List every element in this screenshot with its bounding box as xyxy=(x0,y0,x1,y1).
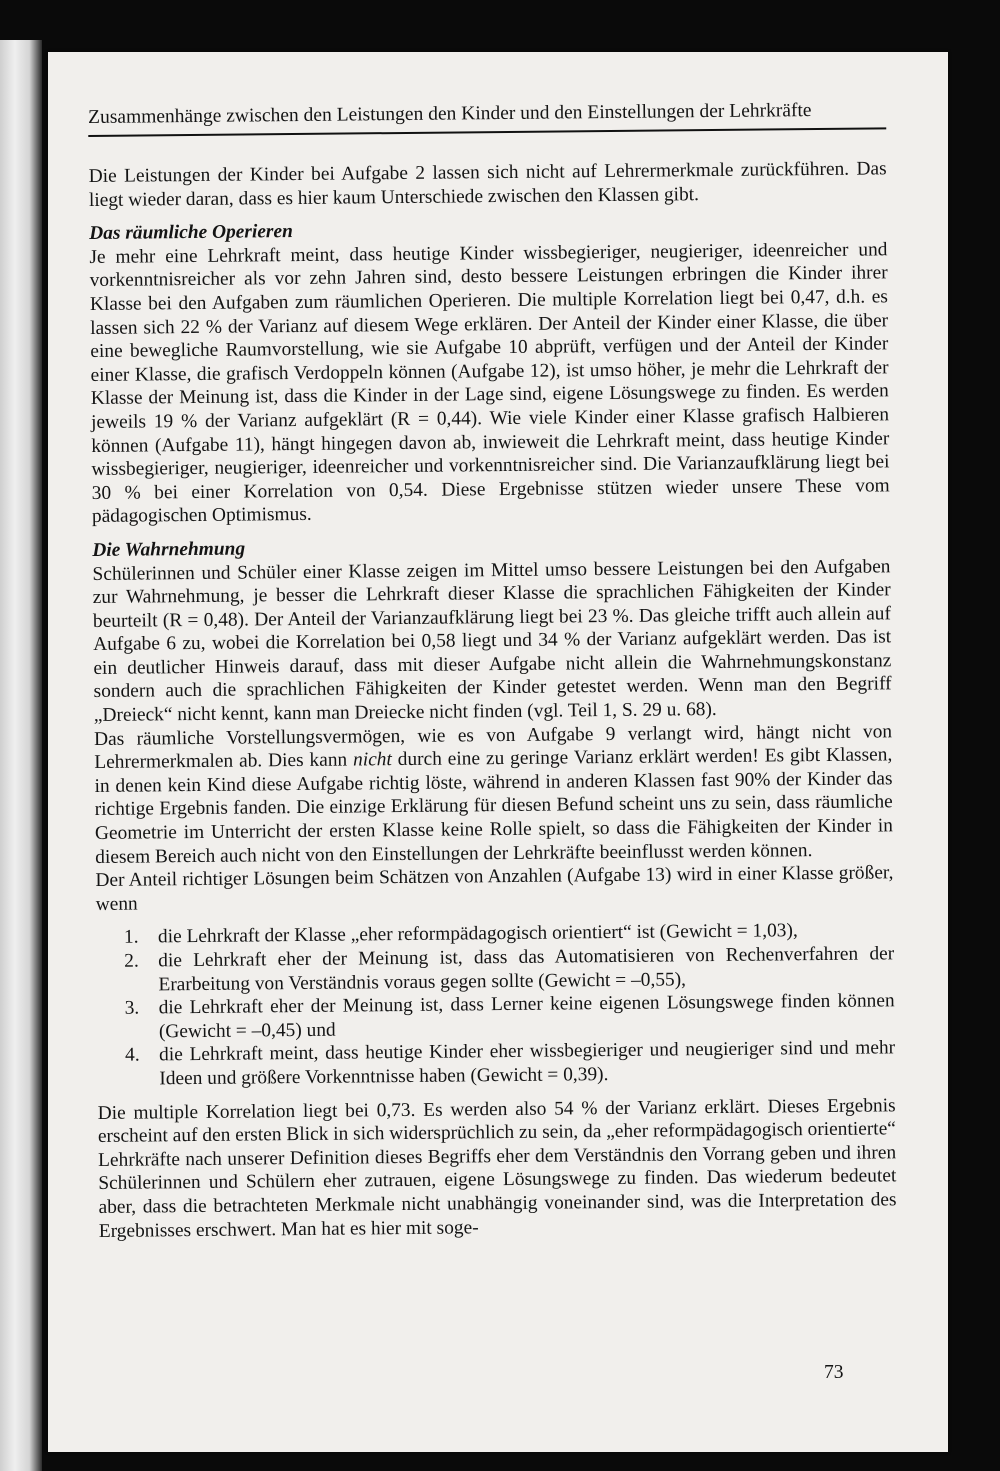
list-number: 4. xyxy=(125,1044,140,1067)
paragraph-final: Die multiple Korrelation liegt bei 0,73. Es werden also 54 % der Varianz erklärt. Dieses Ergebnis erscheint auf den ersten Blick in sich widersprüchlich zu sein, da „eher reformpädagogisch orientierte“ Lehrkräfte nach unserer Definition dieses Begriffs eher dem Verständnis den Vorrang geben und ihren Schülerinnen und Schülern eher zutrauen, eigene Lösungswege zu finden. Das wiederum bedeutet aber, dass die betrachteten Merkmale nicht unabhängig voneinander sind, was die Interpretation des Ergebnisses erschwert. Man hat es hier mit soge- xyxy=(97,1094,897,1242)
paragraph-raumvorstellung xyxy=(94,720,893,869)
book-spine xyxy=(0,40,42,1471)
list-item-text: die Lehrkraft der Klasse „eher reformpädagogisch orientiert“ ist (Gewicht = 1,03), xyxy=(157,920,798,948)
list-number: 3. xyxy=(124,997,140,1019)
list-number: 1. xyxy=(123,926,139,949)
list-item xyxy=(97,989,895,1044)
heading-wahrnehmung: Die Wahrnehmung xyxy=(92,538,246,561)
page-number: 73 xyxy=(824,1362,844,1383)
conditions-list xyxy=(96,919,896,1092)
list-item-text: die Lehrkraft meint, dass heutige Kinder eher wissbegieriger und neugieriger sind und mehr Ideen und größere Vorkenntnisse haben (Gewicht = 0,39). xyxy=(159,1037,896,1090)
list-item xyxy=(96,942,894,997)
list-item-text: die Lehrkraft eher der Meinung ist, dass das Automatisieren von Rechenverfahren der Erarbeitung von Verständnis voraus gegen sollte (Gewicht = –0,55), xyxy=(158,943,895,995)
paragraph-wahrnehmung: Schülerinnen und Schüler einer Klasse zeigen im Mittel umso bessere Leistungen bei den Aufgaben zur Wahrnehmung, je besser die Lehrkraft dieser Klasse die sprachlichen Fähigkeiten der Kinder beurteilt (R = 0,48). Der Anteil der Varianzaufklärung liegt bei 23 %. Das gleiche trifft auch allein auf Aufgabe 6 zu, wobei die Korrelation bei 0,58 liegt und 34 % der Varianz aufgeklärt werden. Das ist ein deutlicher Hinweis darauf, dass mit dieser Aufgabe nicht allein die Wahrnehmungskonstanz sondern auch die sprachlichen Fähigkeiten der Kinder getestet werden. Wenn man den Begriff „Dreieck“ nicht kennt, kann man Dreiecke nicht finden (vgl. Teil 1, S. 29 u. 68). xyxy=(92,555,892,727)
list-item-text: die Lehrkraft eher der Meinung ist, dass Lerner keine eigenen Lösungswege finden können (Gewicht = –0,45) und xyxy=(158,990,895,1043)
page-content xyxy=(88,98,897,1243)
list-number: 2. xyxy=(124,950,139,972)
emphasis-nicht: nicht xyxy=(352,749,392,771)
paragraph-intro: Die Leistungen der Kinder bei Aufgabe 2 lassen sich nicht auf Lehrermerkmale zurückführen. Das liegt wieder daran, dass es hier kaum Unterschiede zwischen den Klassen gibt. xyxy=(88,158,887,211)
text-segment: durch eine zu geringe Varianz erklärt werden! Es gibt Klassen, in denen kein Kind diese Aufgabe richtig löste, während in anderen Klassen fast 90% der Kinder das richtige Ergebnis fanden. Die einzige Erklärung für diesen Befund scheint uns zu sein, dass räumliche Geometrie im Unterricht der ersten Klasse keine Rolle spielt, so dass die Fähigkeiten der Kinder in diesem Bereich auch nicht von den Einstellungen der Lehrkräfte beeinflusst werden können. xyxy=(94,744,894,868)
paragraph-raeumliche-operieren: Je mehr eine Lehrkraft meint, dass heutige Kinder wissbegieriger, neugieriger, ideenreicher und vorkenntnisreicher als vor zehn Jahren sind, desto bessere Leistungen erbringen die Kinder ihrer Klasse bei den Aufgaben zum räumlichen Operieren. Die multiple Korrelation liegt bei 0,47, d.h. es lassen sich 22 % der Varianz auf diesem Wege erklären. Der Anteil der Kinder einer Klasse, die über eine bewegliche Raumvorstellung, wie sie Aufgabe 10 abprüft, verfügen und der Anteil der Kinder einer Klasse, die grafisch Verdoppeln können (Aufgabe 12), ist umso höher, je mehr die Lehrkraft der Klasse der Meinung ist, dass die Kinder in der Lage sind, eigene Lösungswege zu finden. Es werden jeweils 19 % der Varianz aufgeklärt (R = 0,44). Wie viele Kinder einer Klasse grafisch Halbieren können (Aufgabe 11), hängt hingegen davon ab, inwieweit die Lehrkraft meint, dass heutige Kinder wissbegieriger, neugieriger, ideenreicher und vorkenntnisreicher sind. Die Varianzaufklärung liegt bei 30 % bei einer Korrelation von 0,54. Diese Ergebnisse stützen wieder unsere These vom pädagogischen Optimismus. xyxy=(89,239,890,528)
heading-raeumliche-operieren: Das räumliche Operieren xyxy=(89,221,293,245)
text-segment: Das räumliche Vorstellungsvermögen, wie es von Aufgabe 9 verlangt wird, hängt nicht von Lehrermerkmalen ab. Dies kann xyxy=(93,720,893,774)
list-item xyxy=(97,1037,895,1092)
book-page xyxy=(48,52,948,1452)
running-header: Zusammenhänge zwischen den Leistungen den Kinder und den Einstellungen der Lehrkräfte xyxy=(88,98,886,137)
paragraph-schaetzen-intro: Der Anteil richtiger Lösungen beim Schätzen von Anzahlen (Aufgabe 13) wird in einer Klasse größer, wenn xyxy=(95,862,894,915)
